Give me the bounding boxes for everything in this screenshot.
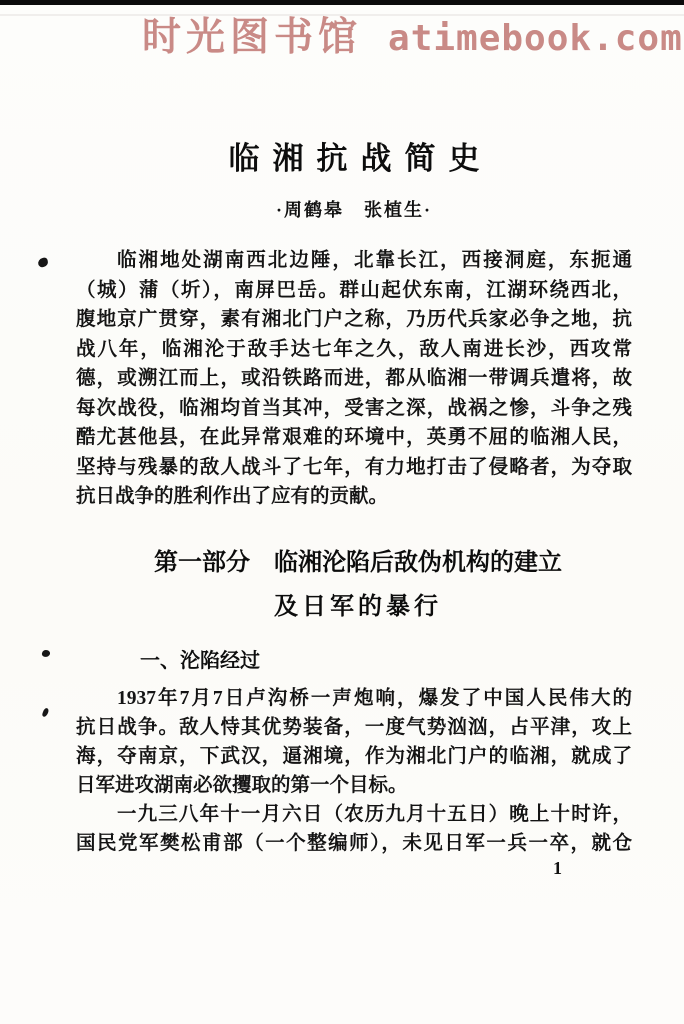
text-line: 德，或溯江而上，或沿铁路而进，都从临湘一带调兵遣将，故 <box>76 368 632 389</box>
subsection-heading: 一、沦陷经过 <box>140 650 260 672</box>
watermark-site-url: atimebook.com <box>388 18 683 59</box>
scan-top-edge <box>0 0 684 5</box>
section-heading-line1 <box>154 542 562 577</box>
text-line: 每次战役，临湘均首当其冲，受害之深，战祸之惨，斗争之残 <box>76 397 632 419</box>
text-line: 酷尤甚他县，在此异常艰难的环境中，英勇不屈的临湘人民， <box>76 427 632 448</box>
text-line: 国民党军樊松甫部（一个整编师），未见日军一兵一卒，就仓 <box>76 833 632 854</box>
watermark-banner <box>142 6 683 62</box>
paragraph-intro <box>76 246 632 512</box>
section-heading-line2: 及日军的暴行 <box>274 594 442 620</box>
section-part-label: 第一部分 <box>154 550 250 576</box>
text-line: 坚持与残暴的敌人战斗了七年，有力地打击了侵略者，为夺取 <box>76 456 632 478</box>
paragraph-1938-retreat <box>76 800 632 858</box>
text-line: （城）蒲（圻），南屏巴岳。群山起伏东南，江湖环绕西北， <box>76 279 632 301</box>
text-line: 临湘地处湖南西北边陲，北靠长江，西接洞庭，东扼通 <box>117 250 632 271</box>
text-line: 日军进攻湖南必欲攫取的第一个目标。 <box>76 775 408 796</box>
page-number: 1 <box>553 858 562 878</box>
text-line: 一九三八年十一月六日（农历九月十五日）晚上十时许， <box>117 804 632 825</box>
ink-speck <box>37 257 49 268</box>
ink-speck <box>41 649 50 657</box>
paragraph-war-outbreak <box>76 684 632 800</box>
ink-speck <box>41 707 49 717</box>
text-line: 1937年7月7日卢沟桥一声炮响，爆发了中国人民伟大的 <box>117 688 632 709</box>
text-line: 海，夺南京，下武汉，逼湘境，作为湘北门户的临湘，就成了 <box>76 746 632 767</box>
section-title-text: 临湘沦陷后敌伪机构的建立 <box>274 550 562 576</box>
article-title: 临湘抗战简史 <box>228 141 493 176</box>
text-line: 战八年，临湘沦于敌手达七年之久，敌人南进长沙，西攻常 <box>76 338 632 360</box>
article-authors: ·周鹤皋 张植生· <box>275 200 432 220</box>
text-line: 抗日战争。敌人恃其优势装备，一度气势汹汹，占平津，攻上 <box>76 717 632 738</box>
watermark-site-name: 时光图书馆 <box>142 15 363 60</box>
text-line: 抗日战争的胜利作出了应有的贡献。 <box>76 486 389 507</box>
text-line: 腹地京广贯穿，素有湘北门户之称，乃历代兵家必争之地，抗 <box>76 309 632 330</box>
